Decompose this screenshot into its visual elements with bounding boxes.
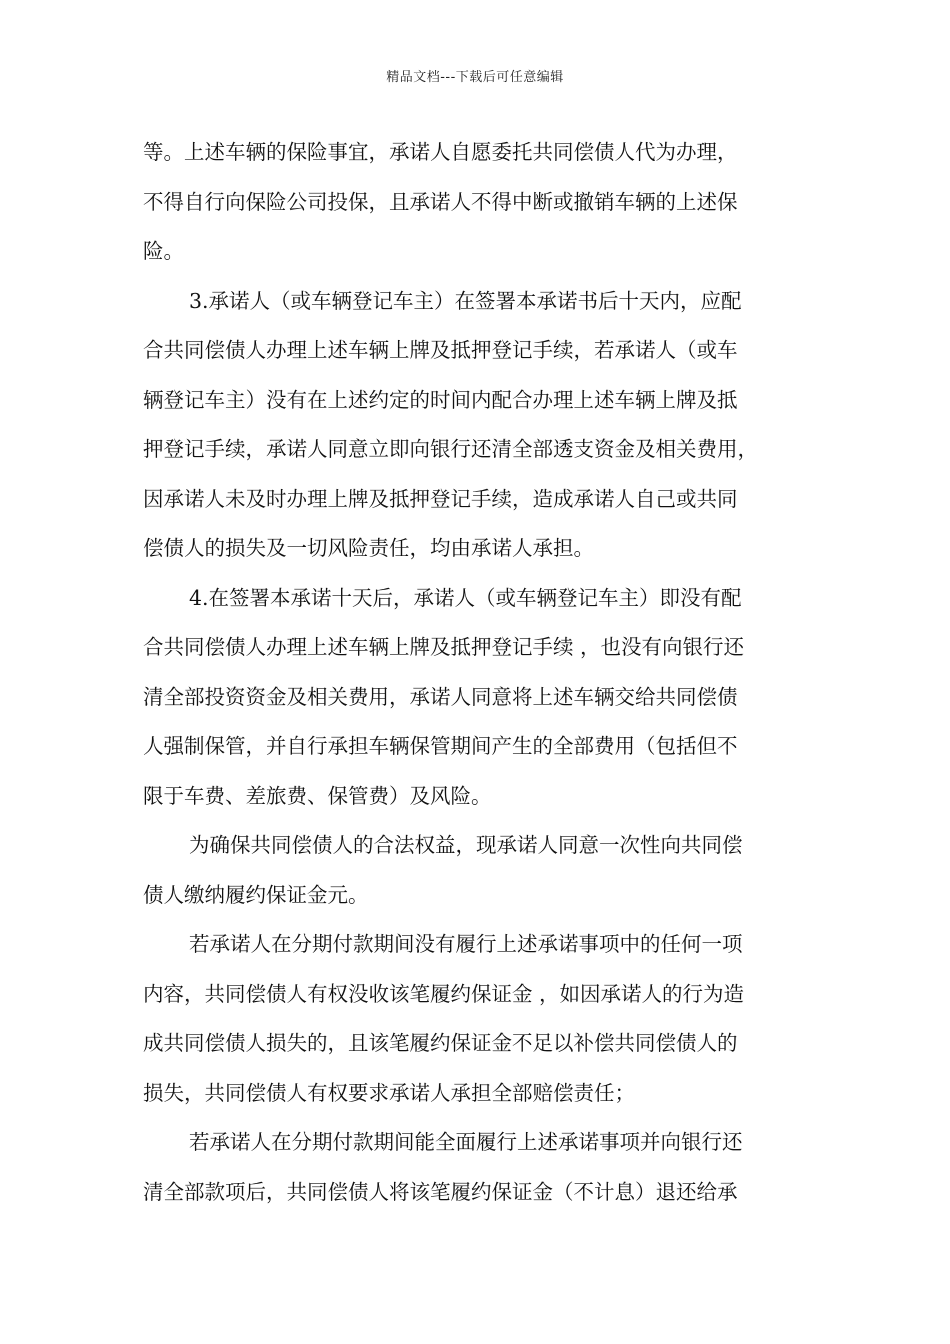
text-line: 3.承诺人（或车辆登记车主）在签署本承诺书后十天内，应配 bbox=[189, 288, 742, 313]
text-line: 若承诺人在分期付款期间能全面履行上述承诺事项并向银行还 bbox=[189, 1130, 743, 1154]
text-line: 合共同偿债人办理上述车辆上牌及抵押登记手续，若承诺人（或车 bbox=[143, 338, 738, 362]
text-line: 押登记手续，承诺人同意立即向银行还清全部透支资金及相关费用， bbox=[143, 437, 758, 461]
text-line: 内容，共同偿债人有权没收该笔履约保证金 ，如因承诺人的行为造 bbox=[143, 981, 745, 1006]
text-line: 债人缴纳履约保证金元。 bbox=[143, 882, 369, 907]
page-header: 精品文档---下载后可任意编辑 bbox=[386, 70, 564, 85]
text-line: 人强制保管，并自行承担车辆保管期间产生的全部费用（包括但不 bbox=[143, 734, 738, 758]
document-body bbox=[143, 128, 823, 1217]
text-line: 损失，共同偿债人有权要求承诺人承担全部赔偿责任； bbox=[143, 1080, 635, 1105]
text-line: 不得自行向保险公司投保，且承诺人不得中断或撤销车辆的上述保 bbox=[143, 189, 738, 214]
text-line: 4.在签署本承诺十天后，承诺人（或车辆登记车主）即没有配 bbox=[189, 585, 742, 610]
text-line: 偿债人的损失及一切风险责任，均由承诺人承担。 bbox=[143, 536, 594, 560]
text-line: 若承诺人在分期付款期间没有履行上述承诺事项中的任何一项 bbox=[189, 932, 743, 956]
text-line: 限于车费、差旅费、保管费）及风险。 bbox=[143, 783, 492, 808]
text-line: 因承诺人未及时办理上牌及抵押登记手续，造成承诺人自己或共同 bbox=[143, 486, 738, 511]
text-line: 清全部投资资金及相关费用，承诺人同意将上述车辆交给共同偿债 bbox=[143, 684, 738, 709]
text-line: 合共同偿债人办理上述车辆上牌及抵押登记手续 ，也没有向银行还 bbox=[143, 635, 745, 659]
text-line: 等。上述车辆的保险事宜，承诺人自愿委托共同偿债人代为办理， bbox=[143, 140, 738, 164]
text-line: 险。 bbox=[143, 239, 184, 263]
text-line: 辆登记车主）没有在上述约定的时间内配合办理上述车辆上牌及抵 bbox=[143, 387, 738, 412]
text-line: 成共同偿债人损失的，且该笔履约保证金不足以补偿共同偿债人的 bbox=[143, 1031, 738, 1055]
text-line: 为确保共同偿债人的合法权益，现承诺人同意一次性向共同偿 bbox=[189, 833, 743, 857]
text-line: 清全部款项后，共同偿债人将该笔履约保证金（不计息）退还给承 bbox=[143, 1179, 738, 1204]
